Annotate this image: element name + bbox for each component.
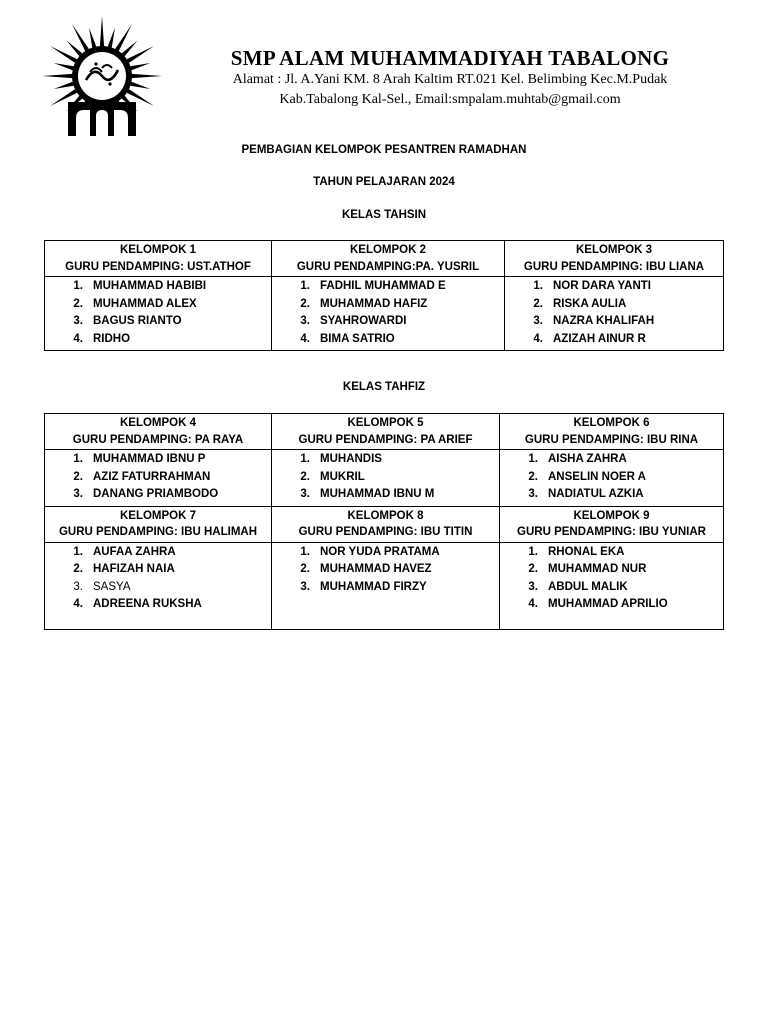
member-item bbox=[500, 561, 723, 579]
group-header-cell bbox=[272, 506, 500, 542]
group-header-row bbox=[45, 414, 724, 450]
school-name: SMP ALAM MUHAMMADIYAH TABALONG bbox=[230, 46, 670, 70]
group-header-cell bbox=[45, 506, 272, 542]
member-name: AUFAA ZAHRA bbox=[93, 545, 176, 558]
group-name: KELOMPOK 2 bbox=[349, 244, 427, 256]
muhammadiyah-sun-emblem-icon bbox=[40, 14, 164, 138]
group-guide: GURU PENDAMPING: IBU RINA bbox=[524, 433, 699, 446]
school-address-line-2: Kab.Tabalong Kal-Sel., Email:smpalam.muhtab@gmail.com bbox=[279, 92, 621, 107]
member-item bbox=[505, 313, 723, 331]
group-header-row bbox=[45, 506, 724, 542]
member-number: 2. bbox=[533, 297, 543, 310]
member-item bbox=[45, 296, 271, 314]
member-number: 1. bbox=[528, 545, 538, 558]
group-guide: GURU PENDAMPING: IBU TITIN bbox=[298, 526, 473, 538]
group-members-cell bbox=[500, 542, 724, 629]
academic-year: TAHUN PELAJARAN 2024 bbox=[313, 176, 455, 188]
member-number: 2. bbox=[528, 470, 538, 483]
member-number: 1. bbox=[73, 453, 83, 465]
member-name: MUHAMMAD NUR bbox=[548, 563, 647, 575]
sun-ray bbox=[100, 16, 104, 46]
member-list bbox=[272, 543, 499, 599]
member-item bbox=[272, 469, 499, 487]
group-guide: GURU PENDAMPING: PA RAYA bbox=[72, 433, 244, 446]
group-members-cell bbox=[45, 277, 272, 351]
member-name: DANANG PRIAMBODO bbox=[93, 488, 219, 500]
school-address-line-1: Alamat : Jl. A.Yani KM. 8 Arah Kaltim RT.021 Kel. Belimbing Kec.M.Pudak bbox=[232, 72, 668, 87]
member-name: FADHIL MUHAMMAD E bbox=[320, 280, 446, 292]
group-name: KELOMPOK 4 bbox=[119, 417, 197, 429]
member-name: ANSELIN NOER A bbox=[548, 470, 646, 483]
member-list bbox=[500, 543, 723, 616]
group-guide: GURU PENDAMPING: UST.ATHOF bbox=[65, 260, 251, 273]
member-item bbox=[505, 296, 723, 314]
member-item bbox=[45, 331, 271, 349]
member-item bbox=[272, 313, 504, 331]
member-name: MUHAMMAD IBNU M bbox=[320, 488, 435, 500]
sun-ray bbox=[54, 63, 74, 70]
member-number: 1. bbox=[73, 280, 83, 292]
sun-ray bbox=[42, 74, 72, 78]
section-title-tahfiz: KELAS TAHFIZ bbox=[342, 381, 426, 393]
member-name: MUHANDIS bbox=[320, 453, 382, 465]
member-name: SYAHROWARDI bbox=[320, 315, 407, 327]
group-members-cell bbox=[505, 277, 724, 351]
group-header-cell bbox=[45, 241, 272, 277]
member-item bbox=[272, 296, 504, 314]
member-item bbox=[272, 544, 499, 562]
member-name: BIMA SATRIO bbox=[320, 332, 395, 345]
group-members-cell bbox=[272, 450, 500, 507]
member-item bbox=[45, 596, 271, 614]
member-number: 2. bbox=[300, 563, 310, 575]
member-number: 1. bbox=[300, 280, 310, 292]
member-item bbox=[45, 579, 271, 597]
member-name: BAGUS RIANTO bbox=[93, 315, 182, 327]
member-item bbox=[500, 469, 723, 487]
group-header-row bbox=[45, 241, 724, 277]
member-number: 2. bbox=[528, 563, 538, 575]
group-header-cell bbox=[500, 506, 724, 542]
member-item bbox=[45, 451, 271, 469]
document-title: PEMBAGIAN KELOMPOK PESANTREN RAMADHAN bbox=[241, 144, 527, 156]
member-item bbox=[505, 331, 723, 349]
member-number: 3. bbox=[73, 580, 83, 593]
member-item bbox=[45, 313, 271, 331]
tahfiz-groups-table bbox=[44, 413, 724, 630]
member-list bbox=[272, 277, 504, 350]
member-number: 1. bbox=[300, 453, 310, 465]
member-name: AZIZAH AINUR R bbox=[553, 332, 646, 345]
sun-ray bbox=[130, 63, 150, 70]
sun-ray bbox=[130, 82, 150, 89]
member-item bbox=[45, 486, 271, 504]
member-name: SASYA bbox=[93, 580, 131, 593]
member-name: RISKA AULIA bbox=[553, 297, 627, 310]
member-number: 2. bbox=[300, 297, 310, 310]
member-number: 1. bbox=[533, 280, 543, 292]
member-list bbox=[272, 450, 499, 506]
member-name: RIDHO bbox=[93, 332, 131, 345]
group-name: KELOMPOK 3 bbox=[575, 244, 653, 256]
member-name: NAZRA KHALIFAH bbox=[553, 315, 655, 327]
member-number: 3. bbox=[73, 315, 83, 327]
member-item bbox=[45, 469, 271, 487]
member-item bbox=[505, 278, 723, 296]
member-item bbox=[500, 596, 723, 614]
member-number: 1. bbox=[300, 545, 310, 558]
group-guide: GURU PENDAMPING: IBU HALIMAH bbox=[58, 526, 258, 538]
sun-ray bbox=[132, 74, 162, 78]
member-item bbox=[272, 451, 499, 469]
member-number: 2. bbox=[300, 470, 310, 483]
member-number: 2. bbox=[73, 563, 83, 575]
group-members-cell bbox=[45, 450, 272, 507]
member-name: ABDUL MALIK bbox=[548, 580, 628, 593]
member-item bbox=[500, 579, 723, 597]
member-list bbox=[500, 450, 723, 506]
member-name: HAFIZAH NAIA bbox=[93, 563, 175, 575]
group-name: KELOMPOK 8 bbox=[347, 509, 424, 522]
member-item bbox=[500, 486, 723, 504]
group-members-row bbox=[45, 542, 724, 629]
member-number: 1. bbox=[528, 453, 538, 465]
member-name: MUHAMMAD HAFIZ bbox=[320, 297, 428, 310]
member-name: NOR YUDA PRATAMA bbox=[320, 545, 440, 558]
member-item bbox=[272, 331, 504, 349]
member-name: MUKRIL bbox=[320, 470, 365, 483]
member-item bbox=[272, 579, 499, 597]
tahsin-groups-table bbox=[44, 240, 724, 351]
member-number: 3. bbox=[528, 580, 538, 593]
member-name: NOR DARA YANTI bbox=[553, 280, 651, 292]
member-number: 4. bbox=[300, 332, 310, 345]
member-item bbox=[45, 544, 271, 562]
group-header-cell bbox=[45, 414, 272, 450]
member-number: 2. bbox=[73, 297, 83, 310]
member-name: MUHAMMAD HAVEZ bbox=[320, 563, 432, 575]
member-number: 3. bbox=[300, 315, 310, 327]
member-name: MUHAMMAD APRILIO bbox=[548, 598, 668, 610]
sun-ray bbox=[89, 28, 96, 48]
group-header-cell bbox=[272, 241, 505, 277]
member-name: MUHAMMAD HABIBI bbox=[93, 280, 207, 292]
member-item bbox=[272, 486, 499, 504]
group-name: KELOMPOK 6 bbox=[573, 417, 650, 429]
member-number: 3. bbox=[300, 488, 310, 500]
group-members-cell bbox=[45, 542, 272, 629]
member-name: MUHAMMAD FIRZY bbox=[320, 580, 427, 593]
member-number: 4. bbox=[533, 332, 543, 345]
member-number: 4. bbox=[73, 598, 83, 610]
member-item bbox=[45, 561, 271, 579]
member-name: RHONAL EKA bbox=[548, 545, 625, 558]
group-header-cell bbox=[505, 241, 724, 277]
member-item bbox=[272, 278, 504, 296]
member-list bbox=[505, 277, 723, 350]
member-list bbox=[45, 543, 271, 616]
member-number: 3. bbox=[300, 580, 310, 593]
sun-ray bbox=[122, 41, 138, 57]
member-item bbox=[500, 544, 723, 562]
member-number: 3. bbox=[533, 315, 543, 327]
group-members-row bbox=[45, 450, 724, 507]
member-item bbox=[272, 561, 499, 579]
member-list bbox=[45, 277, 271, 350]
sun-ray bbox=[108, 28, 115, 48]
group-name: KELOMPOK 5 bbox=[347, 417, 424, 429]
member-number: 3. bbox=[73, 488, 83, 500]
member-name: AISHA ZAHRA bbox=[548, 453, 627, 465]
member-name: MUHAMMAD IBNU P bbox=[93, 453, 206, 465]
group-guide: GURU PENDAMPING: IBU YUNIAR bbox=[517, 526, 706, 538]
group-members-cell bbox=[272, 542, 500, 629]
member-name: MUHAMMAD ALEX bbox=[93, 297, 197, 310]
group-guide: GURU PENDAMPING: PA ARIEF bbox=[298, 433, 473, 446]
member-item bbox=[500, 451, 723, 469]
member-list bbox=[45, 450, 271, 506]
member-number: 1. bbox=[73, 545, 83, 558]
section-title-tahsin: KELAS TAHSIN bbox=[341, 209, 427, 221]
group-guide: GURU PENDAMPING:PA. YUSRIL bbox=[296, 260, 480, 273]
group-members-cell bbox=[272, 277, 505, 351]
member-number: 3. bbox=[528, 488, 538, 500]
group-name: KELOMPOK 1 bbox=[119, 244, 197, 256]
group-members-row bbox=[45, 277, 724, 351]
group-name: KELOMPOK 9 bbox=[573, 509, 650, 522]
group-members-cell bbox=[500, 450, 724, 507]
group-header-cell bbox=[500, 414, 724, 450]
member-item bbox=[45, 278, 271, 296]
member-name: ADREENA RUKSHA bbox=[93, 598, 202, 610]
member-number: 4. bbox=[528, 598, 538, 610]
member-name: NADIATUL AZKIA bbox=[548, 488, 644, 500]
group-guide: GURU PENDAMPING: IBU LIANA bbox=[523, 260, 705, 273]
group-name: KELOMPOK 7 bbox=[119, 509, 197, 522]
sun-ray bbox=[67, 41, 83, 57]
member-name: AZIZ FATURRAHMAN bbox=[93, 470, 211, 483]
member-number: 4. bbox=[73, 332, 83, 345]
sun-ray bbox=[54, 82, 74, 89]
group-header-cell bbox=[272, 414, 500, 450]
member-number: 2. bbox=[73, 470, 83, 483]
